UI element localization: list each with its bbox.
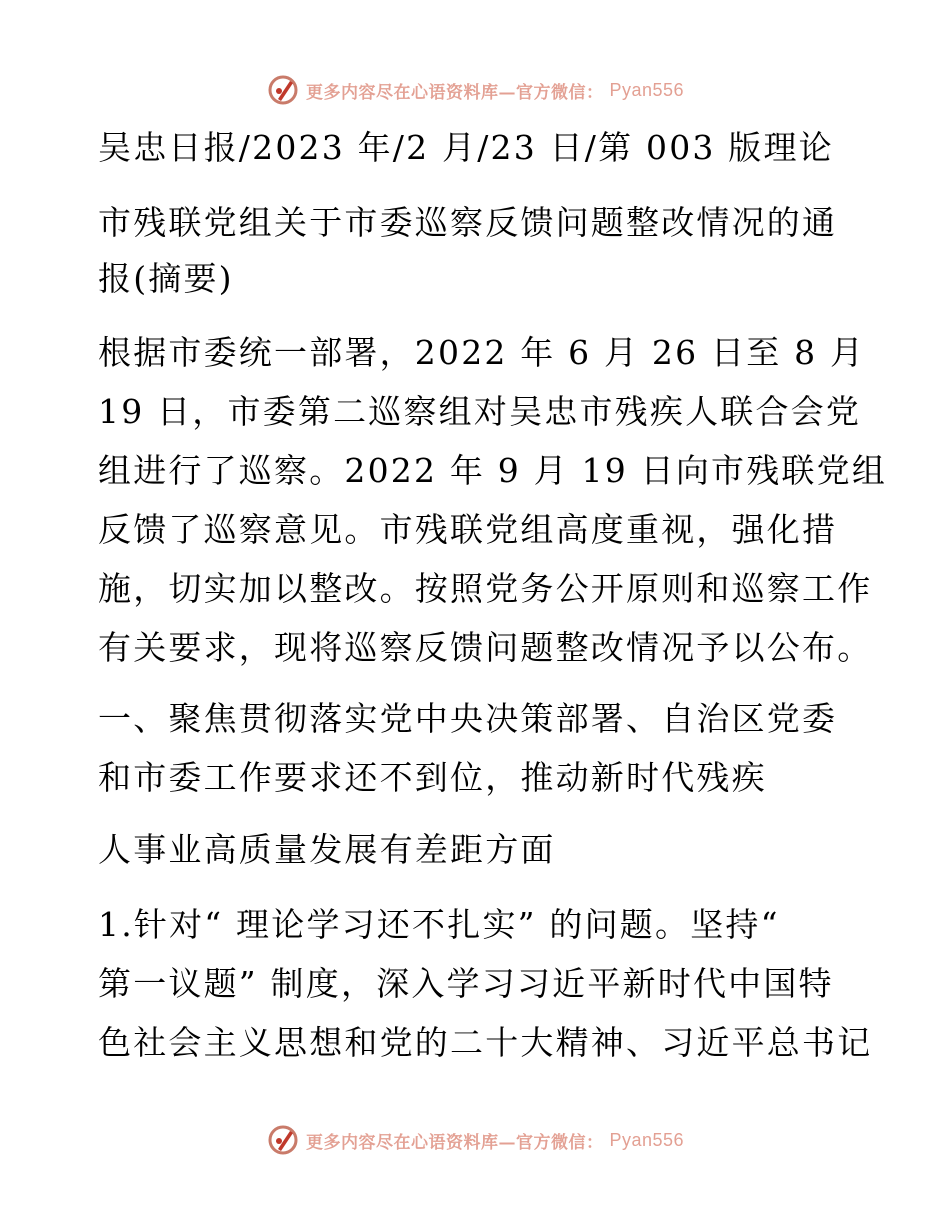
- watermark-wechat-id: Pyan556: [609, 1129, 685, 1150]
- paragraph-line: 19 日，市委第二巡察组对吴忠市残疾人联合会党: [98, 392, 862, 431]
- quill-logo-icon: [266, 1123, 300, 1157]
- section-heading-line: 和市委工作要求还不到位，推动新时代残疾: [98, 758, 767, 797]
- watermark-wechat-id: Pyan556: [609, 79, 685, 100]
- paragraph-line: 施，切实加以整改。按照党务公开原则和巡察工作: [98, 569, 873, 608]
- item-line: 1.针对“ 理论学习还不扎实” 的问题。坚持“: [98, 905, 780, 944]
- watermark-footer: [0, 1120, 950, 1160]
- title-line: 市残联党组关于市委巡察反馈问题整改情况的通: [98, 203, 838, 242]
- section-heading-continuation: 人事业高质量发展有差距方面: [98, 830, 556, 869]
- watermark-header: [0, 70, 950, 110]
- watermark-text: 更多内容尽在心语资料库—官方微信：: [305, 82, 604, 103]
- item-line: 第一议题” 制度，深入学习习近平新时代中国特: [98, 964, 834, 1003]
- source-line: 吴忠日报/2023 年/2 月/23 日/第 003 版理论: [98, 128, 834, 167]
- title-line: 报(摘要): [98, 259, 234, 298]
- paragraph-line: 有关要求，现将巡察反馈问题整改情况予以公布。: [98, 628, 873, 667]
- paragraph-line: 组进行了巡察。2022 年 9 月 19 日向市残联党组: [98, 451, 888, 490]
- paragraph-line: 根据市委统一部署，2022 年 6 月 26 日至 8 月: [98, 333, 866, 372]
- item-line: 色社会主义思想和党的二十大精神、习近平总书记: [98, 1023, 873, 1062]
- watermark-text: 更多内容尽在心语资料库—官方微信：: [305, 1132, 604, 1153]
- quill-logo-icon: [266, 73, 300, 107]
- paragraph-line: 反馈了巡察意见。市残联党组高度重视，强化措: [98, 510, 838, 549]
- section-heading-line: 一、聚焦贯彻落实党中央决策部署、自治区党委: [98, 699, 838, 738]
